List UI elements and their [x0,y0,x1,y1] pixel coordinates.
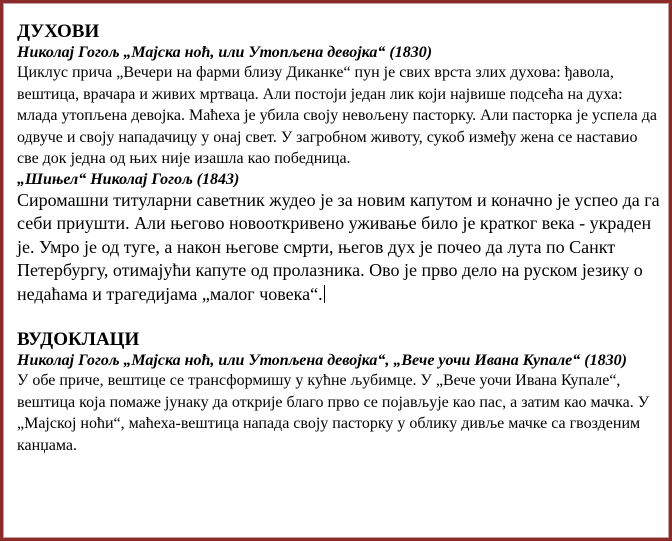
work-text-witches: У обе приче, вештице се трансформишу у кућне љубимце. У „Вече уочи Ивана Купале“, вештица која помаже јунаку да открије благо прво се појављује као пас, а затим као мачка. У „Мајској ноћи“, маћеха-вештица напада своју пасторку у облику дивље мачке са гвозденим канџама. [17,372,650,454]
work-title-may-night: Николај Гогољ „Мајска ноћ, или Утопљена девојка“ (1830) [17,44,433,61]
text-cursor [324,285,325,303]
section-heading-ghosts: ДУХОВИ [17,21,100,42]
work-text-overcoat[interactable] [17,189,661,307]
section-spacer [17,306,661,329]
section-heading-werewolves: ВУДОКЛАЦИ [17,329,140,350]
work-text-may-night: Циклус прича „Вечери на фарми близу Диканке“ пун је свих врста злих духова: ђавола, вештица, врачара и живих мртваца. Али постоји један лик који највише подсећа на духа: млада утопљена девојка. Маћеха је убила своју невољену пасторку. Али пасторка је успела да одвуче и своју нападачицу у онај свет. У загробном животу, сукоб између жена се наставио све док једна од њих није изашла као победница. [17,64,658,167]
work-title-witches: Николај Гогољ „Мајска ноћ, или Утопљена девојка“, „Вече уочи Ивана Купале“ (1830) [17,352,627,369]
document-body [17,21,661,456]
work-text-overcoat-content: Сиромашни титуларни саветник жудео је за новим капутом и коначно је успео да га себи приушти. Али његово новооткривено уживање било је кратког века - украден је. Умро је од туге, а након његове смрти, његов дух је почео да лута по Санкт Петербургу, отимајући капуте од пролазника. Ово је прво дело на руском језику о недаћама и трагедијама „малог човека“. [17,189,660,304]
work-title-overcoat: „Шињел“ Николај Гогољ (1843) [17,170,240,188]
